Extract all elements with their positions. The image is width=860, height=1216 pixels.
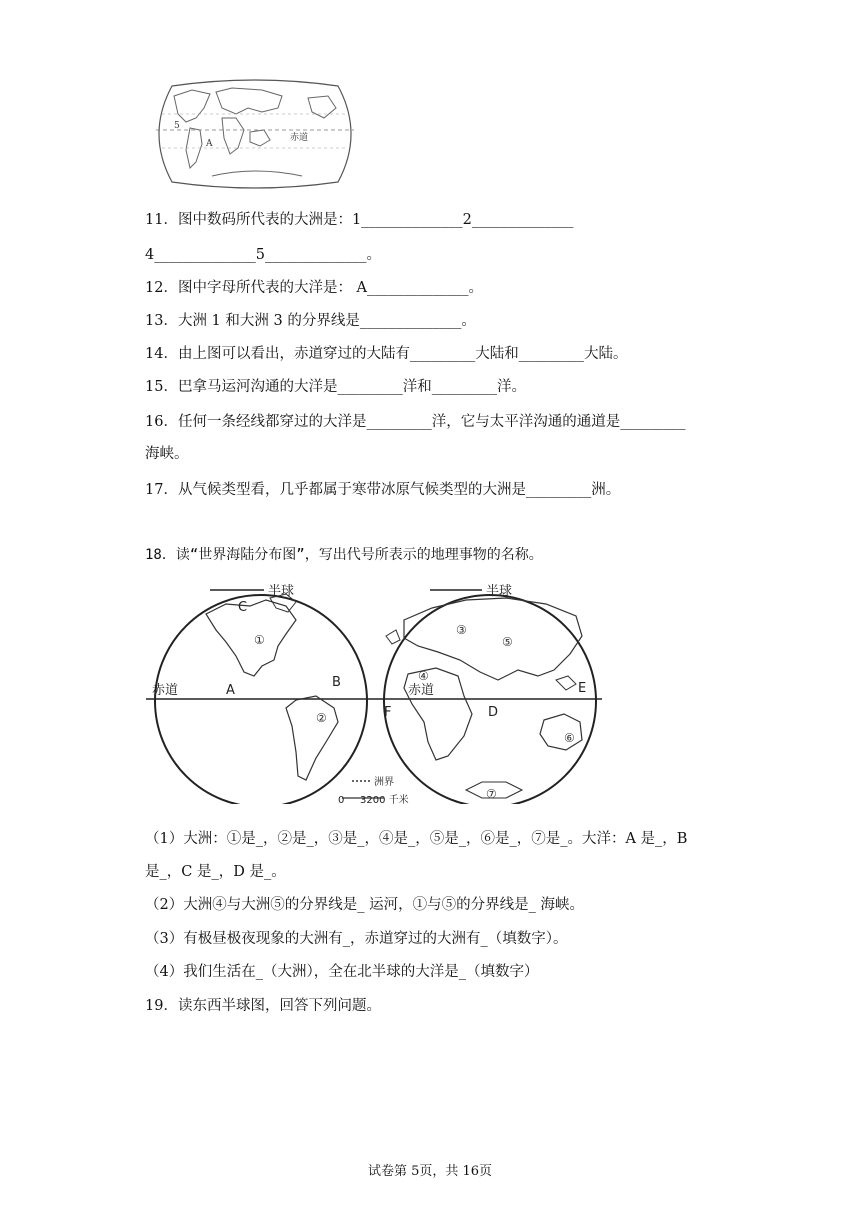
label-ocean-d: D — [488, 705, 499, 720]
question-15: 15．巴拿马运河沟通的大洋是_________洋和_________洋。 — [145, 379, 526, 395]
legend-boundary-label: 洲界 — [374, 777, 394, 788]
label-ocean-b: B — [332, 675, 341, 690]
label-continent-1: ① — [254, 633, 265, 647]
left-hemisphere-header: 半球 — [268, 584, 295, 599]
question-14: 14．由上图可以看出，赤道穿过的大陆有_________大陆和_________大陆。 — [145, 346, 628, 362]
map1-label-5: 5 — [174, 121, 180, 131]
right-hemisphere-header: 半球 — [486, 584, 513, 599]
map1-label-equator: 赤道 — [290, 133, 309, 143]
label-continent-2: ② — [316, 711, 327, 725]
question-19: 19．读东西半球图，回答下列问题。 — [145, 998, 381, 1014]
answer-18-4: （4）我们生活在_（大洲），全在北半球的大洋是_（填数字） — [145, 964, 539, 980]
page-footer: 试卷第 5页，共 16页 — [367, 1164, 493, 1179]
hemisphere-map-figure — [146, 576, 606, 804]
question-11-line-1: 11．图中数码所代表的大洲是：1______________2______________ — [145, 212, 574, 228]
label-ocean-e: E — [578, 681, 587, 696]
question-13: 13．大洲 1 和大洲 3 的分界线是______________。 — [145, 313, 476, 329]
map1-label-a: A — [206, 139, 213, 149]
scale-zero-label: 0 — [338, 795, 345, 804]
label-continent-4: ④ — [418, 669, 429, 683]
world-map-figure — [152, 78, 358, 190]
label-continent-7: ⑦ — [486, 787, 497, 801]
answer-18-1-line-1: （1）大洲：①是_，②是_，③是_，④是_，⑤是_，⑥是_，⑦是_。大洋：A 是_，B — [145, 831, 688, 847]
question-17: 17．从气候类型看，几乎都属于寒带冰原气候类型的大洲是_________洲。 — [145, 482, 621, 498]
question-16-line-2: 海峡。 — [145, 446, 189, 462]
label-ocean-c: C — [238, 600, 248, 615]
question-16-line-1: 16．任何一条经线都穿过的大洋是_________洋，它与太平洋沟通的通道是_________ — [145, 414, 686, 430]
answer-18-3: （3）有极昼极夜现象的大洲有_，赤道穿过的大洲有_（填数字）。 — [145, 931, 568, 947]
question-11-line-2: 4______________5______________。 — [145, 247, 381, 263]
label-continent-5: ⑤ — [502, 635, 513, 649]
equator-label-right: 赤道 — [408, 683, 435, 698]
label-ocean-a: A — [226, 683, 235, 698]
answer-18-2: （2）大洲④与大洲⑤的分界线是_ 运河，①与⑤的分界线是_ 海峡。 — [145, 897, 584, 913]
equator-label-left: 赤道 — [152, 683, 179, 698]
question-18: 18．读“世界海陆分布图”，写出代号所表示的地理事物的名称。 — [145, 547, 543, 563]
scale-value-label: 3200 千米 — [360, 795, 409, 804]
answer-18-1-line-2: 是_，C 是_，D 是_。 — [145, 864, 286, 880]
question-12: 12．图中字母所代表的大洋是： A______________。 — [145, 280, 484, 296]
label-ocean-f: F — [384, 705, 392, 720]
label-continent-3: ③ — [456, 623, 467, 637]
label-continent-6: ⑥ — [564, 731, 575, 745]
